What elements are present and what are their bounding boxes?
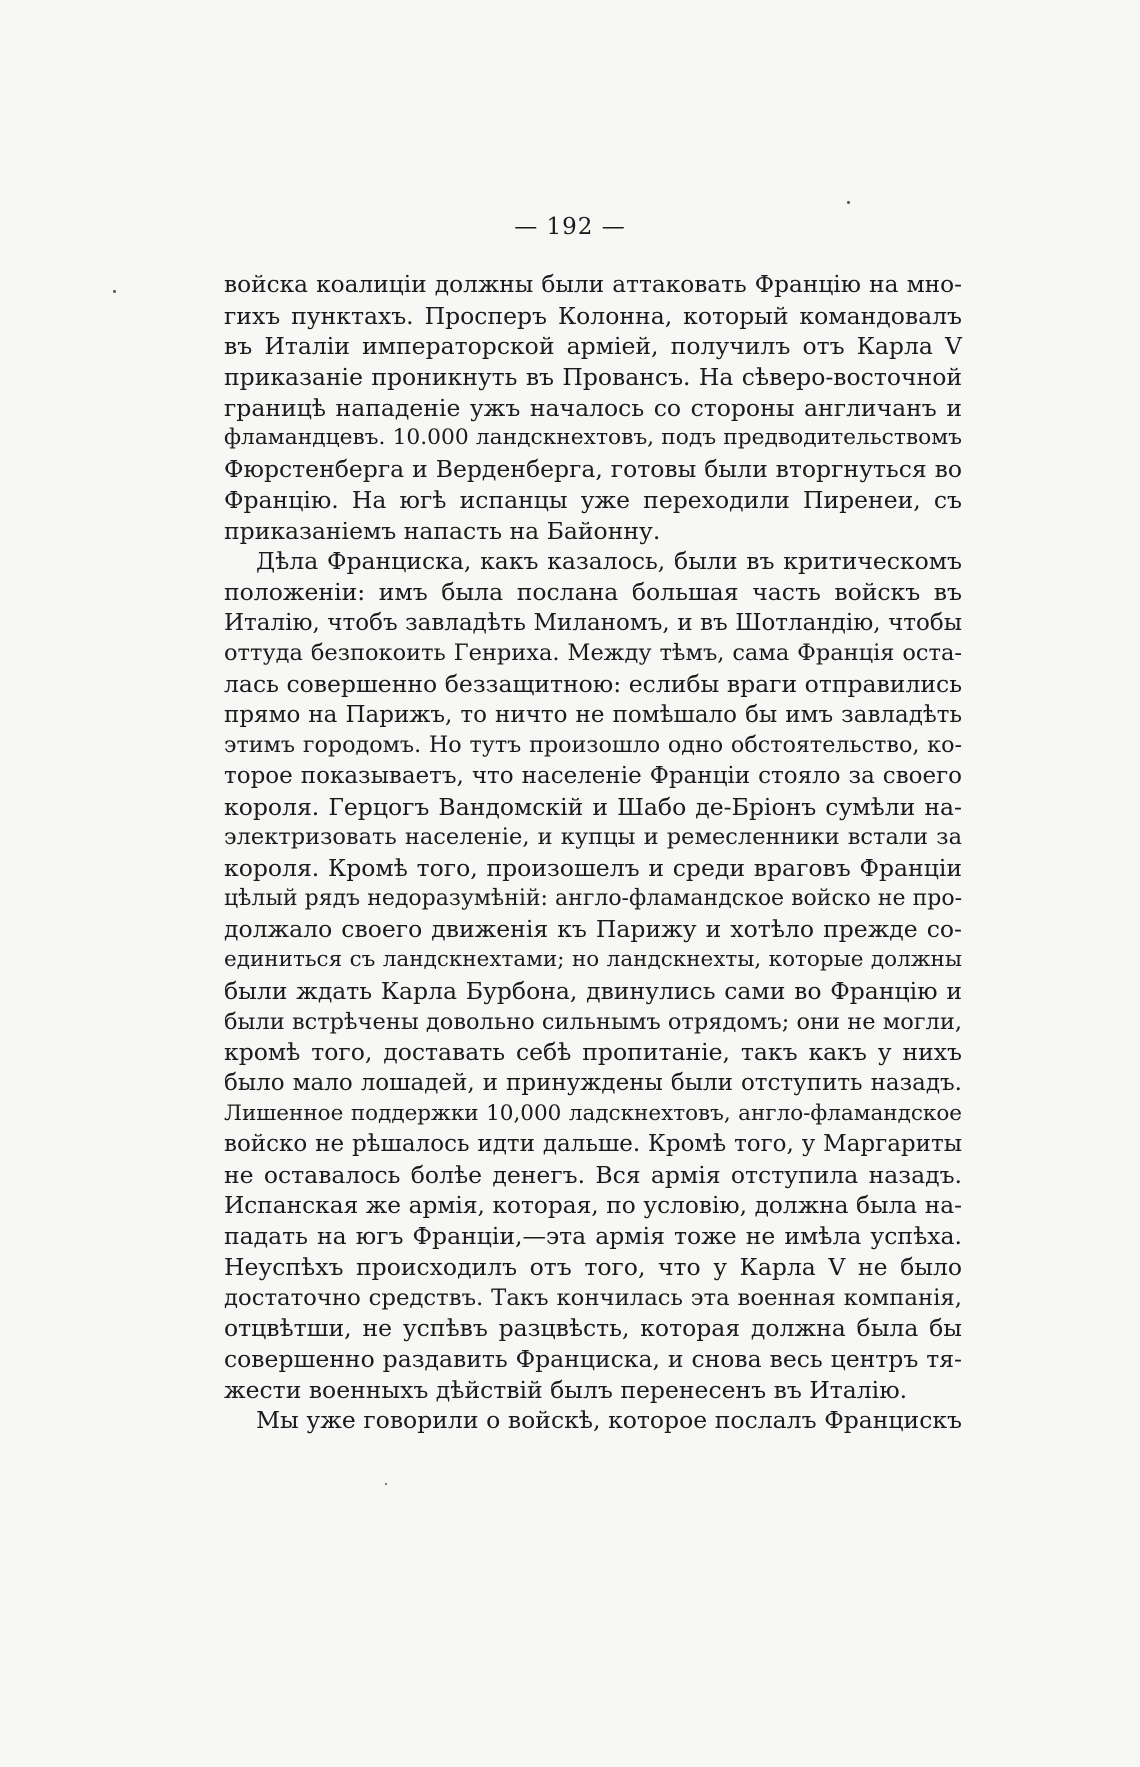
text-line: Испанская же армія, которая, по условію, должна была на- xyxy=(224,1191,962,1219)
text-line: не оставалось болѣе денегъ. Вся армія отступила назадъ. xyxy=(224,1160,962,1189)
text-line: были ждать Карла Бурбона, двинулись сами во Францію и xyxy=(224,976,962,1005)
text-line: этимъ городомъ. Но тутъ произошло одно обстоятельство, ко- xyxy=(224,732,962,759)
text-line: торое показываетъ, что населеніе Франціи стояло за своего xyxy=(224,763,962,789)
text-line: Мы уже говорили о войскѣ, которое послалъ Францискъ xyxy=(256,1406,962,1435)
body-text xyxy=(224,270,962,1436)
text-line: Дѣла Франциска, какъ казалось, были въ критическомъ xyxy=(256,547,962,576)
text-line: приказаніемъ напасть на Байонну. xyxy=(224,516,661,545)
text-line: прямо на Парижъ, то ничто не помѣшало бы имъ завладѣть xyxy=(224,701,962,728)
text-line: отцвѣтши, не успѣвъ разцвѣсть, которая должна была бы xyxy=(224,1314,962,1343)
text-line: Неуспѣхъ происходилъ отъ того, что у Карла V не было xyxy=(224,1253,962,1281)
text-line: войска коалиціи должны были аттаковать Францію на мно- xyxy=(224,271,962,298)
text-line: Италію, чтобъ завладѣть Миланомъ, и въ Шотландію, чтобы xyxy=(224,609,962,636)
text-line: единиться съ ландскнехтами; но ландскнехты, которые должны xyxy=(224,947,962,973)
text-line: положеніи: имъ была послана большая часть войскъ въ xyxy=(224,577,962,606)
speck xyxy=(385,1483,387,1485)
text-line: Фюрстенберга и Верденберга, готовы были вторгнуться во xyxy=(224,455,962,484)
text-line: оттуда безпокоить Генриха. Между тѣмъ, сама Франція оста- xyxy=(224,640,962,667)
text-line: границѣ нападеніе ужъ началось со стороны англичанъ и xyxy=(224,393,962,422)
text-line: войско не рѣшалось идти дальше. Кромѣ того, у Маргариты xyxy=(224,1131,962,1158)
text-line: короля. Кромѣ того, произошелъ и среди враговъ Франціи xyxy=(224,854,962,883)
text-line: были встрѣчены довольно сильнымъ отрядомъ; они не могли, xyxy=(224,1008,962,1035)
text-line: достаточно средствъ. Такъ кончилась эта военная компанія, xyxy=(224,1284,962,1311)
text-line: жести военныхъ дѣйствій былъ перенесенъ въ Италію. xyxy=(224,1375,908,1404)
text-line: электризовать населеніе, и купцы и ремесленники встали за xyxy=(224,824,962,851)
text-line: Францію. На югѣ испанцы уже переходили Пиренеи, съ xyxy=(224,485,962,514)
text-line: фламандцевъ. 10.000 ландскнехтовъ, подъ предводительствомъ xyxy=(224,425,962,451)
page-number: — 192 — xyxy=(514,214,626,240)
text-line: кромѣ того, доставать себѣ пропитаніе, такъ какъ у нихъ xyxy=(224,1038,962,1067)
text-line: цѣлый рядъ недоразумѣній: англо-фламандское войско не про- xyxy=(224,885,962,911)
speck xyxy=(847,201,850,204)
text-line: лась совершенно беззащитною: еслибы враги отправились xyxy=(224,669,962,698)
text-line: въ Италіи императорской арміей, получилъ отъ Карла V xyxy=(224,332,962,361)
text-line: Лишенное поддержки 10,000 ладскнехтовъ, англо-фламандское xyxy=(224,1100,962,1126)
text-line: короля. Герцогъ Вандомскій и Шабо де-Бріонъ сумѣли на- xyxy=(224,792,962,821)
text-line: должало своего движенія къ Парижу и хотѣло прежде со- xyxy=(224,915,962,944)
text-line: было мало лошадей, и принуждены были отступить назадъ. xyxy=(224,1069,962,1096)
text-line: падать на югъ Франціи,—эта армія тоже не имѣла успѣха. xyxy=(224,1222,962,1251)
text-line: приказаніе проникнуть въ Провансъ. На сѣверо-восточной xyxy=(224,363,962,392)
text-line: совершенно раздавить Франциска, и снова весь центръ тя- xyxy=(224,1345,962,1374)
text-line: гихъ пунктахъ. Просперъ Колонна, который командовалъ xyxy=(224,301,962,330)
speck xyxy=(113,290,116,293)
